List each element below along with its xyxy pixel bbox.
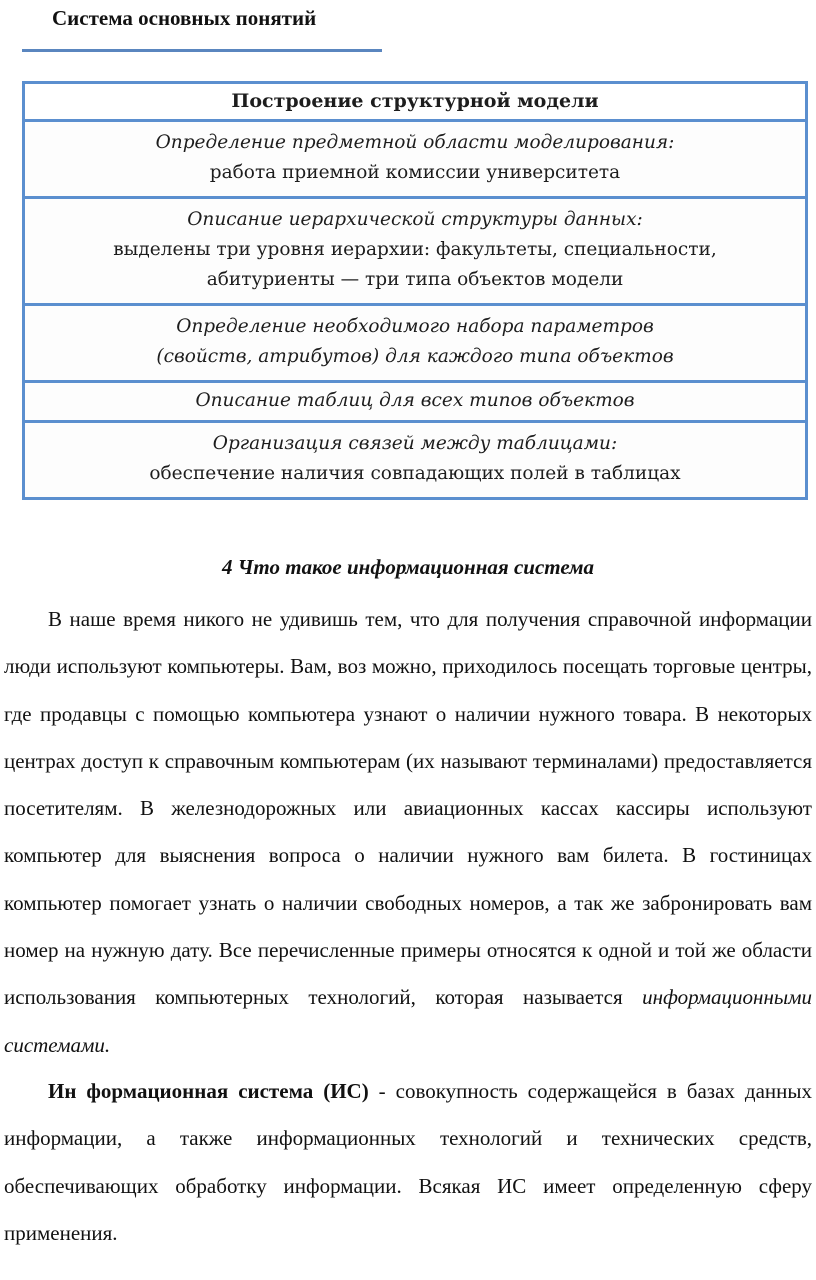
scheme-row-desc: выделены три уровня иерархии: факультеты, специальности, абитуриенты — три типа объектов модели	[113, 239, 717, 290]
scheme-row-hierarchy	[25, 196, 805, 303]
scheme-row-label: Описание иерархической структуры данных:	[187, 209, 643, 230]
scheme-row-tables	[25, 380, 805, 420]
scheme-row-label: Определение необходимого набора параметров (свойств, атрибутов) для каждого типа объектов	[156, 316, 674, 367]
scheme-row-desc: обеспечение наличия совпадающих полей в таблицах	[149, 463, 681, 484]
scheme-row-domain	[25, 119, 805, 196]
structural-model-scheme	[22, 81, 808, 500]
paragraph-intro-emphasis: информационными системами.	[4, 985, 812, 1057]
heading-underline	[22, 49, 382, 52]
scheme-title: Построение структурной модели	[25, 84, 805, 119]
page-heading: Система основных понятий	[52, 6, 317, 30]
paragraph-intro	[4, 596, 812, 1069]
scheme-row-desc: работа приемной комиссии университета	[209, 162, 621, 183]
scheme-row-label: Организация связей между таблицами:	[212, 433, 618, 454]
paragraph-intro-text: В наше время никого не удивишь тем, что для получения справочной информации люди используют компьютеры. Вам, воз можно, приходилось посещать торговые центры, где продавцы с помощью компьютера узнают о наличии нужного товара. В некоторых центрах доступ к справочным компьютерам (их называют терминалами) предоставляется посетителям. В железнодорожных или авиационных кассах кассиры используют компьютер для выяснения вопроса о наличии нужного вам билета. В гостиницах компьютер помогает узнать о наличии свободных номеров, а так же забронировать вам номер на нужную дату. Все перечисленные примеры относятся к одной и той же области использования компьютерных технологий, которая называется	[4, 607, 812, 1010]
section-title: 4 Что такое информационная система	[221, 555, 595, 579]
scheme-row-relations	[25, 420, 805, 497]
definition-term: Ин формационная система (ИС)	[48, 1079, 369, 1103]
scheme-row-label: Определение предметной области моделирования:	[155, 132, 675, 153]
scheme-row-label: Описание таблиц для всех типов объектов	[195, 390, 635, 411]
definition-text: - совокупность содержащейся в базах данных информации, а также информационных технологий и технических средств, обеспечивающих обработку информации. Всякая ИС имеет определенную сферу применения.	[4, 1079, 812, 1245]
paragraph-definition	[4, 1068, 812, 1257]
scheme-row-parameters	[25, 303, 805, 380]
